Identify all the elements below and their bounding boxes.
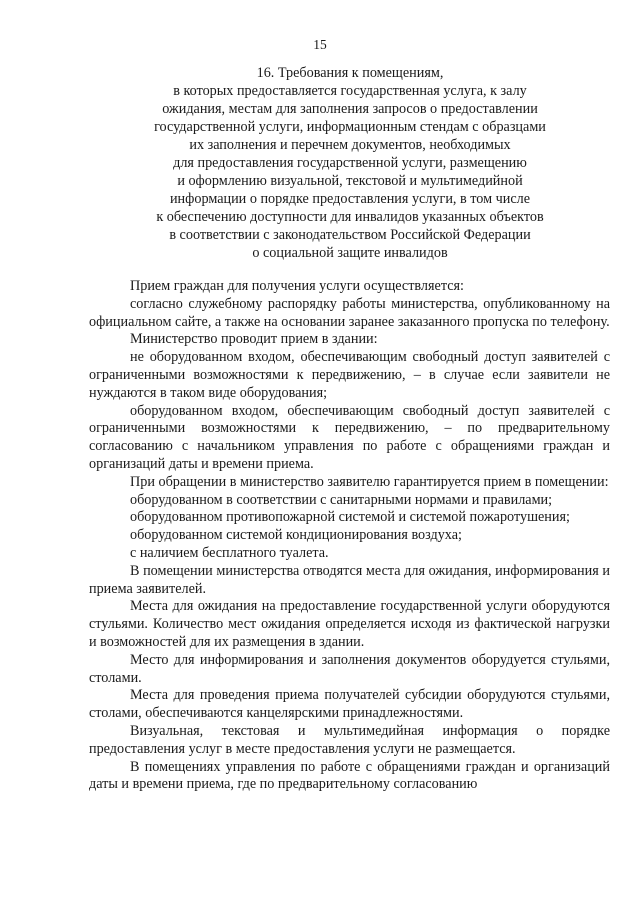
page-number: 15 [313,37,327,52]
section-heading [120,64,580,262]
heading-line: для предоставления государственной услуги, размещению [173,155,527,171]
paragraph: оборудованном в соответствии с санитарными нормами и правилами; [130,491,553,508]
paragraph: Прием граждан для получения услуги осуществляется: [130,278,464,294]
paragraph: В помещениях управления по работе с обращениями граждан и организаций даты и времени приема, где по предварительному согласованию [89,758,610,793]
paragraph: Место для информирования и заполнения документов оборудуется стульями, столами. [89,651,610,686]
heading-line: ожидания, местам для заполнения запросов о предоставлении [162,101,538,117]
heading-line: к обеспечению доступности для инвалидов указанных объектов [156,209,544,225]
paragraph: В помещении министерства отводятся места для ожидания, информирования и приема заявителей. [89,562,610,597]
paragraph: Места для проведения приема получателей субсидии оборудуются стульями, столами, обеспечиваются канцелярскими принадлежностями. [89,687,610,722]
heading-line: их заполнения и перечнем документов, необходимых [189,137,511,153]
paragraph: Места для ожидания на предоставление государственной услуги оборудуются стульями. Количество мест ожидания определяется исходя из фактической нагрузки и возможностей для их размещения в здании. [89,598,610,650]
body-text [89,278,610,794]
paragraph: оборудованном входом, обеспечивающим свободный доступ заявителей с ограниченными возможностями к передвижению, – по предварительному согласованию с начальником управления по работе с обращениями граждан и организаций даты и времени приема. [89,402,610,472]
heading-line: государственной услуги, информационным стендам с образцами [154,119,546,135]
paragraph: согласно служебному распорядку работы министерства, опубликованному на официальном сайте, а также на основании заранее заказанного пропуска по телефону. [89,295,610,330]
paragraph: Визуальная, текстовая и мультимедийная информация о порядке предоставления услуг в месте предоставления услуги не размещается. [89,722,610,757]
paragraph: с наличием бесплатного туалета. [130,544,329,561]
heading-line: о социальной защите инвалидов [252,245,448,261]
paragraph: не оборудованном входом, обеспечивающим свободный доступ заявителей с ограниченными возможностями к передвижению, – в случае если заявители не нуждаются в таком виде оборудования; [89,349,610,401]
paragraph: оборудованном противопожарной системой и системой пожаротушения; [130,509,570,526]
paragraph: оборудованном системой кондиционирования воздуха; [130,527,462,544]
heading-line: в которых предоставляется государственная услуга, к залу [173,83,527,99]
heading-line: в соответствии с законодательством Российской Федерации [169,227,531,243]
heading-line: 16. Требования к помещениям, [256,65,444,81]
heading-line: и оформлению визуальной, текстовой и мультимедийной [177,173,523,189]
heading-line: информации о порядке предоставления услуги, в том числе [169,191,531,207]
paragraph: При обращении в министерство заявителю гарантируется прием в помещении: [130,473,609,490]
paragraph: Министерство проводит прием в здании: [130,331,378,348]
